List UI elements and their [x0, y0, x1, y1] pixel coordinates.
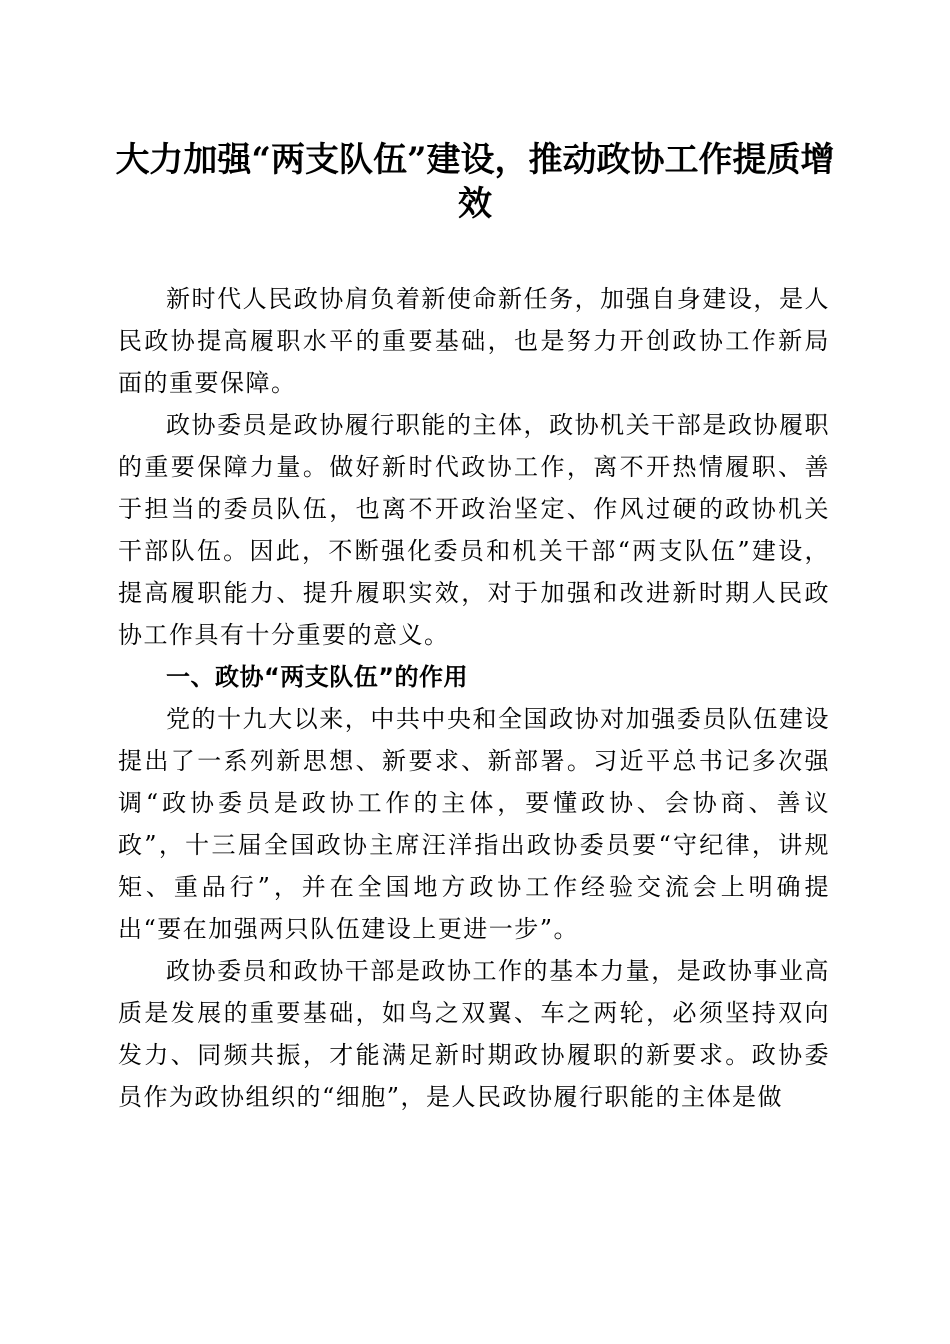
document-title: 大力加强“两支队伍”建设，推动政协工作提质增效 — [115, 140, 835, 224]
document-body — [118, 278, 830, 1118]
paragraph: 党的十九大以来，中共中央和全国政协对加强委员队伍建设提出了一系列新思想、新要求、新部署。习近平总书记多次强调“政协委员是政协工作的主体，要懂政协、会协商、善议政”，十三届全国政协主席汪洋指出政协委员要“守纪律，讲规矩、重品行”，并在全国地方政协工作经验交流会上明确提出“要在加强两只队伍建设上更进一步”。 — [118, 705, 830, 943]
section-heading: 一、政协“两支队伍”的作用 — [166, 663, 469, 691]
paragraph: 政协委员和政协干部是政协工作的基本力量，是政协事业高质是发展的重要基础，如鸟之双翼、车之两轮，必须坚持双向发力、同频共振，才能满足新时期政协履职的新要求。政协委员作为政协组织的“细胞”，是人民政协履行职能的主体是做 — [118, 957, 830, 1111]
paragraph: 政协委员是政协履行职能的主体，政协机关干部是政协履职的重要保障力量。做好新时代政协工作，离不开热情履职、善于担当的委员队伍，也离不开政治坚定、作风过硬的政协机关干部队伍。因此，不断强化委员和机关干部“两支队伍”建设，提高履职能力、提升履职实效，对于加强和改进新时期人民政协工作具有十分重要的意义。 — [118, 411, 830, 649]
paragraph: 新时代人民政协肩负着新使命新任务，加强自身建设，是人民政协提高履职水平的重要基础，也是努力开创政协工作新局面的重要保障。 — [118, 285, 830, 397]
